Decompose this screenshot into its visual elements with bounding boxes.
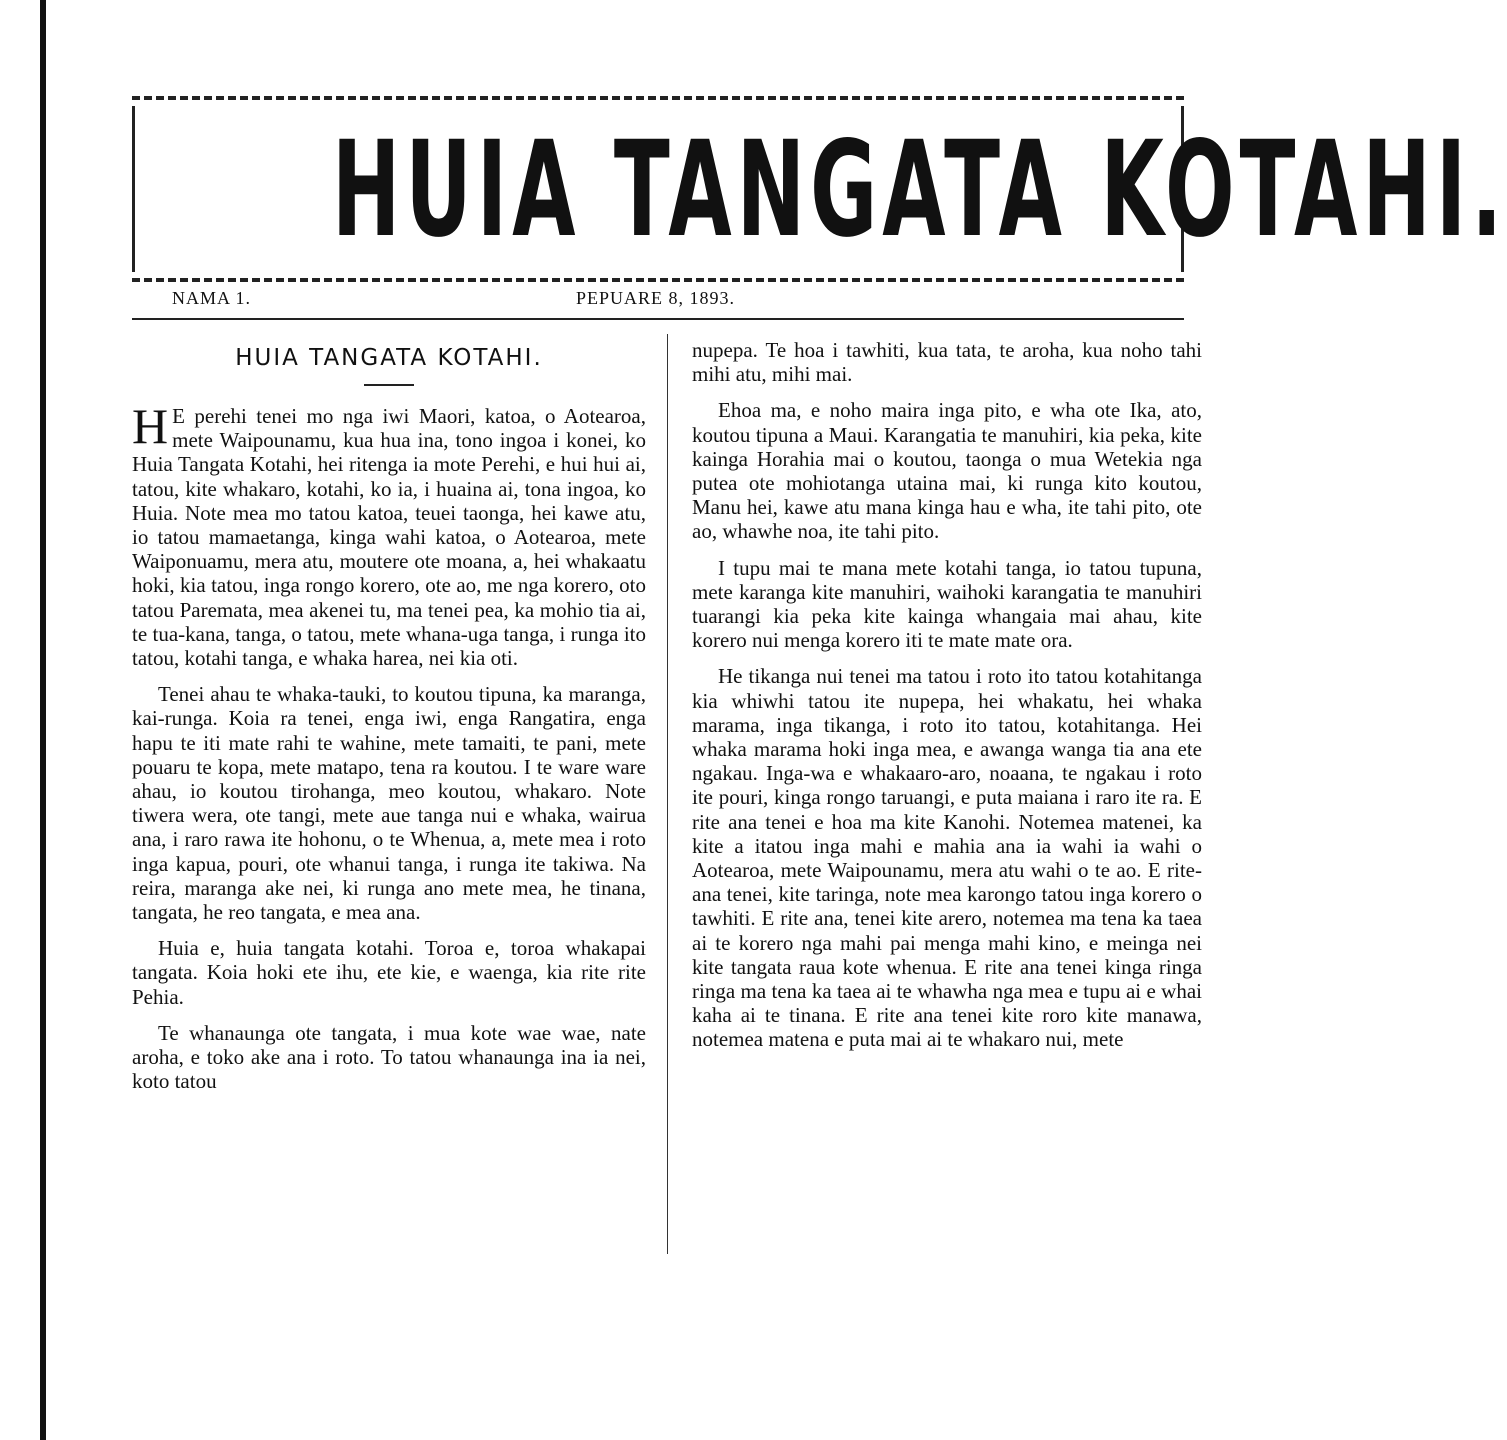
paragraph: He tikanga nui tenei ma tatou i roto ito tatou kotahitanga kia whiwhi tatou ite nupepa, hei whakatu, hei whaka marama, inga tikanga, i roto ito tatou, kotahitanga. Hei whaka marama hoki inga mea, e awanga wanga tia ana ete ngakau. Inga-wa e whakaaro-aro, noaana, te ngakau i roto ite pouri, kinga rongo taruangi, e puta maiana i raro ite ra. E rite ana tenei e hoa ma kite Kanohi. Notemea matenei, ka kite a itatou inga mahi e mahia ana ia wahi ia wahi o Aotearoa, mete Waipounamu, mera atu wahi o te ao. E rite-ana tenei, kite taringa, note mea karongo tatou inga korero o tawhiti. E rite ana, tenei kite arero, notemea ma tena ka taea ai te korero nga mahi pai menga mahi kino, e meinga nei kite tangata raua kote whenua. E rite ana tenei kinga ringa ringa ma tena ka taea ai te whawha nga mea e tupu ai e whai kaha ai te tinana. E rite ana tenei kite roro kite manawa, notemea matena e puta mai ai te whakaro nui, mete xyxy=(692,664,1202,1052)
masthead-title: HUIA TANGATA KOTAHI. xyxy=(331,113,1507,267)
paragraph: I tupu mai te mana mete kotahi tanga, io tatou tupuna, mete karanga kite manuhiri, waihoki karangatia te manuhiri tuarangi kia peka kite kainga whangaia mai ahau, kite korero nui menga korero iti te mate mate ora. xyxy=(692,555,1202,653)
page-edge-shadow xyxy=(40,0,46,1440)
paragraph: Te whanaunga ote tangata, i mua kote wae wae, nate aroha, e toko ake ana i roto. To tatou whanaunga ina ia nei, koto tatou xyxy=(132,1020,646,1094)
paragraph: Tenei ahau te whaka-tauki, to koutou tipuna, ka maranga, kai-runga. Koia ra tenei, enga iwi, enga Rangatira, enga hapu te iti mate rahi te wahine, mete tamaiti, te pani, mete pouaru te kopa, mete matapo, tena ra koutou. I te ware ware ahau, io koutou tirohanga, meo koutou, whakaro. Note tiwera wera, ote tangi, mete aue tanga nui e whaka, wairua ana, i raro rawa ite hohonu, o te Whenua, a, mete mea i roto inga kapua, pouri, ote whanui tanga, i runga ite takiwa. Na reira, maranga ake nei, ki runga ano mete mea, he tinana, tangata, he reo tangata, e mea ana. xyxy=(132,682,646,925)
issue-number: NAMA 1. xyxy=(172,288,252,308)
paragraph: Huia e, huia tangata kotahi. Toroa e, toroa whakapai tangata. Koia hoki ete ihu, ete kie, e waenga, kia rite rite Pehia. xyxy=(132,936,646,1009)
masthead-frame xyxy=(132,96,1507,282)
paragraph: HE perehi tenei mo nga iwi Maori, katoa, o Aotearoa, mete Waipounamu, kua hua ina, tono ingoa i konei, ko Huia Tangata Kotahi, hei ritenga ia mote Perehi, e hui hui ai, tatou, kite whakaro, kotahi, ko ia, i huaina ai, tona ingoa, ko Huia. Note mea mo tatou katoa, teuei taonga, hei kawe atu, io tatou mamaetanga, kinga wahi katoa, o Aotearoa, mete Waiponuamu, mera atu, moutere ote moana, a, hei whakaatu hoki, kia tatou, inga rongo korero, ote ao, me nga korero, oto tatou Paremata, mea akenei tu, ma tenei pea, ka mohio tia ai, te tua-kana, tanga, o tatou, mete whana-uga tanga, i runga ito tatou, kotahi tanga, e whaka harea, nei kia oti. xyxy=(132,398,646,671)
issue-date: PEPUARE 8, 1893. xyxy=(576,288,736,308)
paragraph: Ehoa ma, e noho maira inga pito, e wha ote Ika, ato, koutou tipuna a Maui. Karangatia te manuhiri, kia peka, kite kainga Horahia mai o koutou, taonga o mua Wetekia nga putea ote mohiotanga utaina mai, ki runga kito koutou, Manu hei, kawe atu mana kinga hau e wha, ite tahi pito, ote ao, whawhe noa, ite tahi pito. xyxy=(692,398,1202,544)
article-title: HUIA TANGATA KOTAHI. xyxy=(235,345,543,371)
paragraph: nupepa. Te hoa i tawhiti, kua tata, te aroha, kua noho tahi mihi atu, mihi mai. xyxy=(692,338,1202,387)
column-divider xyxy=(667,334,668,1254)
header-rule xyxy=(132,318,1184,320)
title-rule xyxy=(364,384,414,386)
issue-info xyxy=(172,288,1184,314)
left-column xyxy=(132,338,646,1105)
right-column xyxy=(692,338,1202,1064)
